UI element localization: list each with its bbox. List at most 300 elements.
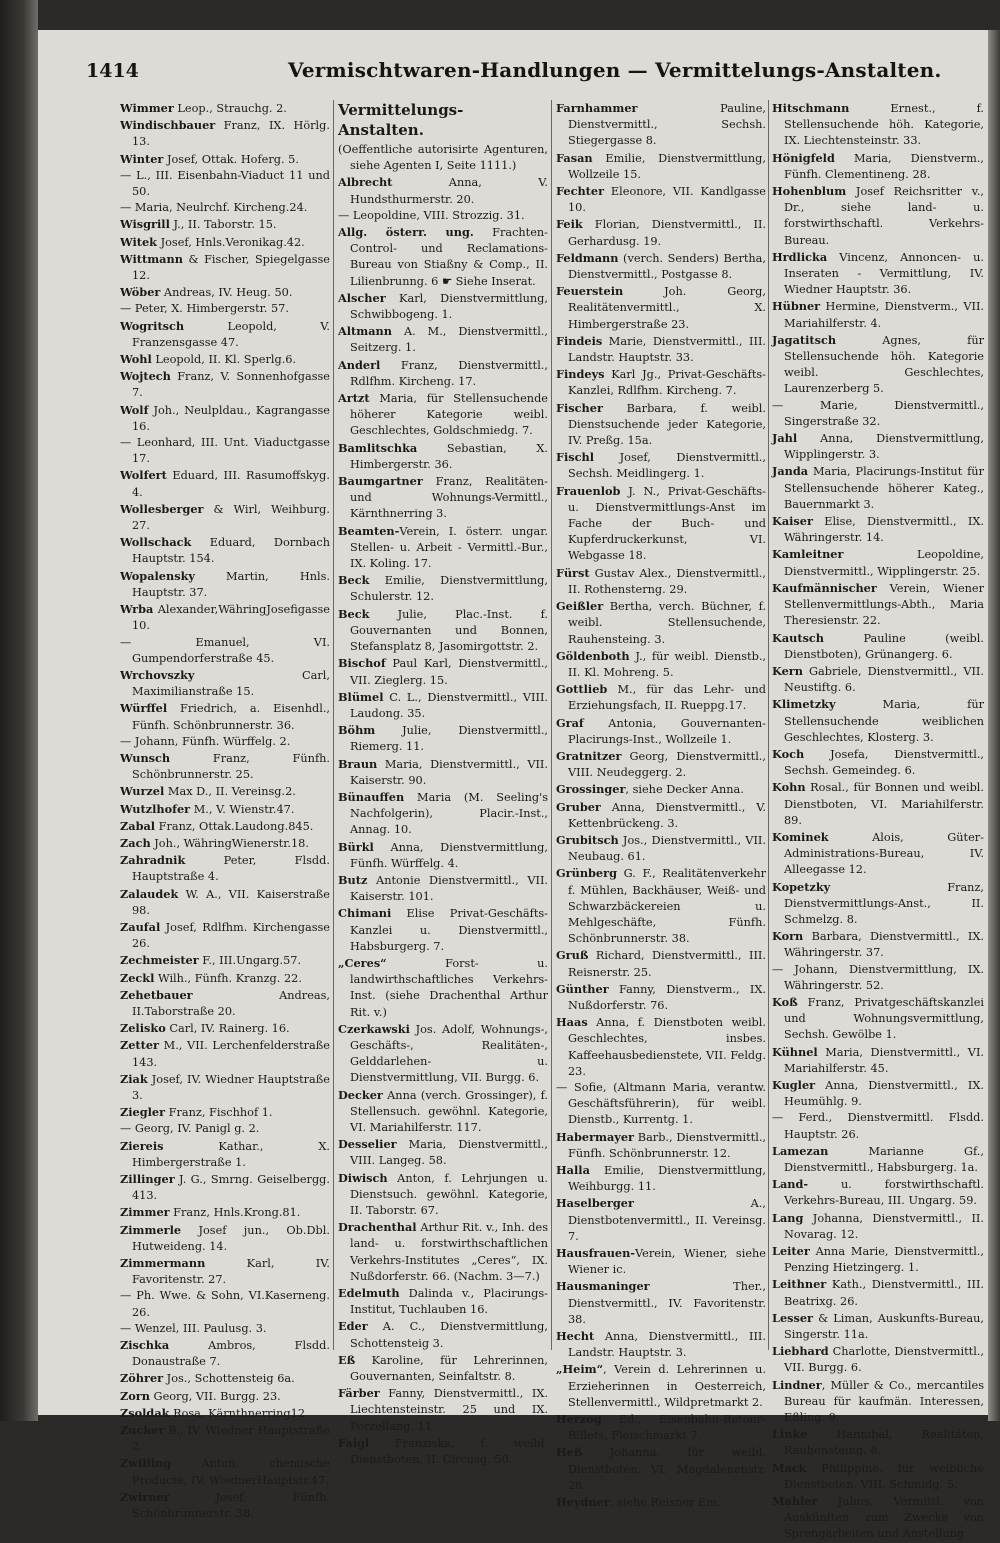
entry-text: Leopold, II. Kl. Sperlg.6. (151, 353, 297, 367)
directory-entry (120, 234, 330, 251)
entry-name: Wimmer (120, 101, 174, 115)
directory-entry (338, 1352, 548, 1385)
directory-entry (556, 216, 766, 249)
entry-text: Charlotte, Dienstvermittl., VII. Burgg. 6. (784, 1345, 984, 1375)
entry-text: Leopoldine, Dienstvermittl., Wipplingerstr. 25. (784, 548, 984, 578)
directory-entry (556, 1411, 766, 1444)
column-rule (768, 100, 769, 1350)
entry-name: Hitschmann (772, 101, 850, 115)
directory-entry (556, 648, 766, 681)
entry-name: Kern (772, 663, 803, 678)
directory-entry (772, 513, 984, 546)
directory-entry (556, 333, 766, 366)
directory-entry (772, 1243, 984, 1276)
entry-name: Wolfert (120, 468, 167, 483)
directory-entry (556, 449, 766, 482)
column-2 (338, 100, 548, 1467)
directory-entry (120, 1321, 330, 1337)
directory-entry (556, 400, 766, 450)
entry-text: Joh. Georg, Realitätenvermittl., X. Himbergerstraße 23. (568, 285, 766, 331)
entry-text: — Marie, Dienstvermittl., Singerstraße 32. (772, 398, 984, 428)
entry-name: Kohn (772, 780, 806, 795)
entry-text: Maria, Dienstvermittl., VI. Mariahilferstr. 45. (784, 1045, 984, 1075)
entry-name: Beck (338, 573, 370, 588)
entry-text: Franz, Ottak.Laudong.845. (155, 819, 314, 833)
entry-text: Franz, Realitäten- und Wohnungs-Vermittl., Kärnthnerring 3. (350, 475, 548, 521)
entry-name: Beamten- (338, 523, 400, 538)
entry-text: Forst- u. landwirthschaftliches Verkehrs-Inst. (siehe Drachenthal Arthur Rit. v.) (350, 956, 548, 1019)
entry-text: Johanna, Dienstvermittl., II. Novarag. 12. (784, 1211, 984, 1241)
entry-text: — Wenzel, III. Paulusg. 3. (120, 1321, 267, 1335)
directory-entry (120, 700, 330, 733)
entry-name: Korn (772, 929, 804, 944)
directory-entry (120, 368, 330, 401)
entry-name: Koß (772, 994, 798, 1009)
entry-name: „Ceres“ (338, 955, 387, 970)
entry-text: & Fischer, Spiegelgasse 12. (132, 252, 330, 283)
directory-entry (772, 430, 984, 463)
entry-name: Hausmaninger (556, 1279, 650, 1294)
directory-entry (120, 818, 330, 835)
entry-text: Josef, Dienstvermittl., Sechsh. Meidlingerg. 1. (568, 451, 766, 481)
directory-entry (120, 168, 330, 200)
entry-name: Mahler (772, 1494, 818, 1509)
directory-entry (338, 1285, 548, 1318)
directory-entry (772, 298, 984, 331)
entry-text: Georg, VII. Burgg. 23. (149, 1389, 281, 1403)
entry-text: Elise Privat-Geschäfts-Kanzlei u. Dienstvermittl., Habsburgerg. 7. (350, 907, 548, 953)
section-note: (Oeffentliche autorisirte Agenturen, siehe Agenten I, Seite 1111.) (338, 143, 548, 173)
entry-name: Wohl (120, 352, 152, 367)
directory-entry (556, 250, 766, 283)
entry-name: Ziereis (120, 1138, 164, 1153)
entry-text: — Leonhard, III. Unt. Viaductgasse 17. (120, 436, 330, 466)
directory-entry (120, 1104, 330, 1121)
entry-text: Julie, Plac.-Inst. f. Gouvernanten und Bonnen, Stefansplatz 8, Jasomirgottstr. 2. (350, 607, 548, 654)
entry-text: Karoline, für Lehrerinnen, Gouvernanten, Seinfaltstr. 8. (350, 1353, 548, 1384)
directory-entry (120, 801, 330, 818)
directory-entry (120, 216, 330, 233)
entry-name: Heydner (556, 1495, 610, 1510)
entry-text: J., für weibl. Dienstb., II. Kl. Mohreng. 5. (568, 649, 766, 679)
directory-entry (556, 947, 766, 980)
entry-name: Winter (120, 151, 164, 166)
entry-name: Zahradnik (120, 853, 186, 868)
entry-name: Zöhrer (120, 1371, 164, 1386)
directory-entry (556, 183, 766, 216)
entry-name: Decker (338, 1087, 383, 1102)
entry-text: J., II. Taborstr. 15. (169, 218, 277, 232)
directory-entry (556, 150, 766, 183)
directory-entry (338, 1435, 548, 1468)
directory-entry (120, 301, 330, 317)
entry-name: Zelisko (120, 1021, 166, 1036)
entry-text: Ambros, Flsdd. Donaustraße 7. (132, 1339, 330, 1369)
entry-text: A., Dienstbotenvermittl., II. Vereinsg. 7. (568, 1197, 766, 1243)
entry-name: Braun (338, 756, 378, 771)
directory-entry (120, 1071, 330, 1104)
entry-text: W. A., VII. Kaiserstraße 98. (132, 887, 330, 917)
directory-entry (556, 483, 766, 565)
entry-text: Josef, Fünfh. Schönbrunnerstr. 38. (132, 1490, 330, 1521)
column-rule (333, 100, 334, 1350)
entry-text: Anton, chemische Producte, IV. WiednerHauptstr.47. (132, 1457, 330, 1487)
directory-entry (338, 756, 548, 789)
entry-text: Anna, Dienstvermittlung, Wipplingerstr. 3. (784, 432, 984, 462)
entry-name: Kaiser (772, 514, 813, 529)
entry-name: Fürst (556, 565, 590, 580)
entry-text: Gabriele, Dienstvermittl., VII. Neustiftg. 6. (784, 664, 984, 695)
entry-text: Eduard, Dornbach Hauptstr. 154. (132, 536, 330, 566)
entry-name: Fischl (556, 450, 595, 465)
directory-entry (338, 224, 548, 290)
entry-text: Hannibal, Realitäten, Rauhensteing. 8. (784, 1428, 984, 1458)
entry-text: Josef Reichsritter v., Dr., siehe land- u. forstwirthschaftl. Verkehrs-Bureau. (784, 185, 984, 247)
directory-entry (556, 366, 766, 399)
directory-entry (772, 746, 984, 779)
entry-text: Maria, Dienstverm., Fünfh. Clementineng. 28. (784, 151, 984, 181)
entry-name: Wollschack (120, 535, 192, 550)
entry-name: Feuerstein (556, 284, 624, 299)
entry-text: , Verein d. Lehrerinnen u. Erzieherinnen in Oesterreich, Stellenvermittl., Wildpretmarkt 2. (568, 1363, 766, 1409)
entry-name: Hübner (772, 299, 821, 314)
directory-entry (772, 928, 984, 961)
entry-text: Antonia, Gouvernanten-Placirungs-Inst., Wollzeile 1. (568, 716, 766, 746)
entry-text: Peter, Flsdd. Hauptstraße 4. (132, 854, 330, 884)
entry-text: Sebastian, X. Himbergerstr. 36. (350, 441, 548, 471)
directory-entry (120, 750, 330, 783)
entry-text: M., VII. Lerchenfelderstraße 143. (132, 1039, 330, 1069)
entry-name: Bamlitschka (338, 440, 418, 455)
directory-entry (338, 606, 548, 656)
directory-entry (772, 1210, 984, 1243)
entry-text: Franz, Hnls.Krong.81. (169, 1206, 301, 1220)
page-number: 1414 (86, 60, 139, 82)
directory-entry (338, 1219, 548, 1285)
directory-entry (556, 1361, 766, 1411)
directory-entry (772, 1377, 984, 1427)
directory-entry (556, 1014, 766, 1080)
directory-entry (120, 435, 330, 467)
directory-entry (772, 962, 984, 994)
directory-entry (338, 440, 548, 473)
entry-text: Anna (verch. Grossinger), f. Stellensuch. gewöhnl. Kategorie, VI. Mariahilferstr. 117. (350, 1088, 548, 1134)
entry-text: Fanny, Dienstverm., IX. Nußdorferstr. 76. (568, 982, 766, 1012)
entry-text: Franz, Dienstvermittlungs-Anst., II. Schmelzg. 8. (784, 880, 984, 926)
entry-text: — Emanuel, VI. Gumpendorferstraße 45. (120, 635, 330, 665)
directory-entry (120, 1455, 330, 1488)
entry-name: Bünauffen (338, 789, 405, 804)
entry-name: Wöber (120, 285, 161, 300)
entry-name: Fechter (556, 184, 605, 199)
entry-text: Anton, f. Lehrjungen u. Dienstsuch. gewöhnl. Kategorie, II. Taborstr. 67. (350, 1171, 548, 1217)
entry-name: Hönigfeld (772, 150, 835, 165)
directory-entry (772, 1276, 984, 1309)
entry-text: — Leopoldine, VIII. Strozzig. 31. (338, 208, 525, 222)
entry-text: Elise, Dienstvermittl., IX. Währingerstr. 14. (784, 515, 984, 545)
entry-name: Leithner (772, 1277, 827, 1292)
directory-entry (772, 1143, 984, 1176)
directory-entry (120, 318, 330, 351)
entry-name: Zwilling (120, 1456, 172, 1471)
entry-name: Wolf (120, 402, 149, 417)
directory-entry (556, 100, 766, 150)
directory-entry (772, 1426, 984, 1459)
directory-entry (120, 1222, 330, 1255)
directory-entry (338, 390, 548, 440)
directory-entry (120, 835, 330, 852)
entry-text: Karl, IV. Favoritenstr. 27. (132, 1257, 330, 1287)
entry-name: Allg. österr. ung. (338, 225, 474, 240)
entry-text: Karl Jg., Privat-Geschäfts-Kanzlei, Rdlfhm. Kircheng. 7. (568, 368, 766, 398)
entry-text: Leopold, V. Franzensgasse 47. (132, 319, 330, 349)
entry-text: — Peter, X. Himbergerstr. 57. (120, 302, 289, 316)
entry-name: Bürkl (338, 839, 374, 854)
entry-text: Julie, Dienstvermittl., Riemerg. 11. (350, 724, 548, 754)
directory-entry (338, 905, 548, 955)
directory-entry (120, 635, 330, 667)
directory-entry (338, 357, 548, 390)
entry-text: Kath., Dienstvermittl., III. Beatrixg. 26. (784, 1278, 984, 1308)
directory-entry (338, 839, 548, 872)
entry-text: Arthur Rit. v., Inh. des land- u. forstwirthschaftlichen Verkehrs-Institutes „Ceres“, IX. Nußdorferstr. 66. (Nachm. 3—7.) (350, 1221, 548, 1283)
directory-entry (338, 174, 548, 207)
entry-name: Gruber (556, 799, 601, 814)
entry-text: Franziska, f. weibl. Dienstboten, II. Circusg. 50. (350, 1436, 548, 1467)
directory-entry (120, 1020, 330, 1037)
entry-name: Butz (338, 872, 368, 887)
section-heading: Vermittelungs-Anstalten. (338, 101, 464, 139)
directory-entry (772, 829, 984, 879)
entry-name: Jahl (772, 431, 798, 446)
entry-name: Gruß (556, 948, 589, 963)
entry-text: Ther., Dienstvermittl., IV. Favoritenstr. 38. (568, 1280, 766, 1326)
entry-name: Zsoldak (120, 1405, 170, 1420)
directory-entry (120, 952, 330, 969)
directory-entry (772, 994, 984, 1044)
directory-entry (120, 251, 330, 284)
entry-name: Czerkawski (338, 1021, 410, 1036)
entry-name: Gottlieb (556, 682, 608, 697)
entry-name: Wisgrill (120, 217, 170, 232)
entry-name: Drachenthal (338, 1220, 417, 1235)
directory-entry (338, 1087, 548, 1137)
directory-entry (772, 580, 984, 630)
entry-name: Wutzlhofer (120, 801, 191, 816)
directory-entry (772, 1460, 984, 1493)
entry-text: A. C., Dienstvermittlung, Schottensteig 3. (350, 1320, 548, 1350)
entry-name: Zetter (120, 1038, 160, 1053)
entry-name: Wrba (120, 602, 154, 617)
directory-entry (556, 832, 766, 865)
directory-entry (120, 1388, 330, 1405)
entry-text: Franz, Dienstvermittl., Rdlfhm. Kircheng. 17. (350, 358, 548, 388)
entry-name: Beck (338, 606, 370, 621)
entry-text: Georg, Dienstvermittl., VIII. Neudeggerg. 2. (568, 749, 766, 780)
entry-name: Anderl (338, 357, 381, 372)
entry-text: Marie, Dienstvermittl., III. Landstr. Hauptstr. 33. (568, 334, 766, 365)
entry-text: Antonie Dienstvermittl., VII. Kaiserstr. 101. (350, 873, 548, 904)
entry-name: Klimetzky (772, 697, 836, 712)
directory-entry (556, 781, 766, 798)
directory-entry (556, 1162, 766, 1195)
entry-name: Günther (556, 981, 609, 996)
entry-text: Karl, Dienstvermittlung, Schwibbogeng. 1. (350, 291, 548, 322)
entry-text: Bertha, verch. Büchner, f. weibl. Stellensuchende, Rauhensteing. 3. (568, 600, 766, 646)
directory-entry (338, 655, 548, 688)
entry-text: Anna, f. Dienstboten weibl. Geschlechtes, insbes. Kaffeehausbedienstete, VII. Feldg. 23. (568, 1016, 766, 1078)
entry-name: Göldenboth (556, 648, 630, 663)
entry-text: Gustav Alex., Dienstvermittl., II. Rothensterng. 29. (568, 566, 766, 596)
entry-name: Fasan (556, 150, 593, 165)
entry-text: Anna, Dienstvermittl., III. Landstr. Hauptstr. 3. (568, 1330, 766, 1360)
entry-name: Wopalensky (120, 568, 195, 583)
directory-entry (772, 1310, 984, 1343)
entry-text: Philippine, für weibliche Dienstboten, VIII. Schmidg. 5. (784, 1461, 984, 1491)
entry-name: Kamleitner (772, 547, 844, 562)
directory-entry (120, 501, 330, 534)
directory-entry (556, 1129, 766, 1162)
entry-text: Anna, Dienstvermittl., V. Kettenbrückeng. 3. (568, 800, 766, 830)
entry-name: Wojtech (120, 369, 171, 384)
directory-entry (338, 1385, 548, 1435)
entry-name: Faigl (338, 1435, 370, 1450)
entry-name: Kominek (772, 829, 829, 844)
entry-text: Rosal., für Bonnen und weibl. Dienstboten, VI. Mariahilferstr. 89. (784, 781, 984, 827)
directory-entry (120, 1037, 330, 1070)
entry-name: Zeckl (120, 970, 155, 985)
entry-name: Lindner (772, 1377, 822, 1392)
directory-entry (556, 1444, 766, 1494)
entry-name: Lang (772, 1210, 804, 1225)
entry-text: Paul Karl, Dienstvermittl., VII. Zieglerg. 15. (350, 657, 548, 687)
column-2-entries (338, 174, 548, 1468)
directory-entry (556, 865, 766, 947)
entry-text: Franz, Fünfh. Schönbrunnerstr. 25. (132, 751, 330, 782)
entry-text: M., V. Wienstr.47. (190, 802, 295, 816)
directory-entry (772, 150, 984, 183)
entry-text: Josef jun., Ob.Dbl. Hutweideng. 14. (132, 1223, 330, 1253)
entry-text: Josef, Rdlfhm. Kirchengasse 26. (132, 920, 330, 951)
book-binding (0, 0, 38, 1421)
entry-text: Pauline (weibl. Dienstboten), Grünangerg. 6. (784, 631, 984, 661)
entry-name: Edelmuth (338, 1286, 400, 1301)
directory-entry (120, 783, 330, 800)
entry-name: Feik (556, 217, 583, 232)
directory-entry (338, 872, 548, 905)
entry-name: Zimmermann (120, 1256, 206, 1271)
entry-name: Zillinger (120, 1172, 175, 1186)
entry-text: — Maria, Neulrchf. Kircheng.24. (120, 201, 308, 215)
entry-name: Feldmann (556, 250, 619, 265)
directory-entry (556, 981, 766, 1014)
entry-name: Grossinger (556, 782, 626, 797)
directory-entry (772, 546, 984, 579)
entry-text: — Georg, IV. Panigl g. 2. (120, 1122, 260, 1136)
page-header (78, 58, 942, 92)
entry-name: Kugler (772, 1077, 816, 1092)
entry-name: Mack (772, 1460, 807, 1475)
entry-name: Heß (556, 1445, 583, 1460)
directory-entry (120, 919, 330, 952)
entry-name: Kaufmännischer (772, 580, 877, 595)
directory-entry (772, 696, 984, 746)
entry-text: Maria, Dienstvermittl., VII. Kaiserstr. 90. (350, 757, 548, 787)
directory-entry (120, 200, 330, 216)
directory-entry (120, 601, 330, 634)
entry-text: Kathar., X. Himbergerstraße 1. (132, 1139, 330, 1169)
directory-entry (338, 722, 548, 755)
entry-text: Jos. Adolf, Wohnungs-, Geschäfts-, Realitäten-, Gelddarlehen- u. Dienstvermittlung, VII. Burgg. 6. (350, 1022, 548, 1085)
entry-name: Lesser (772, 1310, 813, 1325)
directory-entry (772, 779, 984, 829)
page-edge (988, 30, 1000, 1421)
entry-name: Zimmer (120, 1205, 170, 1220)
entry-name: Desselier (338, 1137, 397, 1152)
entry-text: G. F., Realitätenverkehr f. Mühlen, Backhäuser, Weiß- und Schwarzbäckereien u. Mehlgeschäfte, Fünfh. Schönbrunnerstr. 38. (568, 867, 766, 946)
entry-text: B., IV. Wiedner Hauptstraße 2. (132, 1424, 330, 1454)
directory-entry (772, 1110, 984, 1142)
entry-text: Richard, Dienstvermittl., III. Reisnerstr. 25. (568, 949, 766, 979)
entry-text: Eduard, III. Rasumoffskyg. 4. (132, 469, 330, 499)
entry-name: Böhm (338, 723, 376, 738)
entry-text: & Liman, Auskunfts-Bureau, Singerstr. 11a. (784, 1311, 984, 1342)
entry-text: (verch. Senders) Bertha, Dienstvermittl., Postgasse 8. (568, 251, 766, 282)
directory-entry (556, 748, 766, 781)
entry-text: Verein, Wiener, siehe Wiener ic. (568, 1247, 766, 1277)
entry-name: Frauenlob (556, 483, 621, 498)
directory-entry (120, 100, 330, 117)
entry-name: Herzog (556, 1412, 602, 1427)
entry-name: Gratnitzer (556, 748, 622, 763)
entry-text: Fanny, Dienstvermittl., IX. Liechtensteinstr. 25 und IX. Porzellang. 11. (350, 1387, 548, 1433)
entry-text: — Johann, Fünfh. Würffelg. 2. (120, 734, 291, 748)
directory-entry (120, 852, 330, 885)
directory-entry (120, 467, 330, 500)
entry-name: Graf (556, 715, 584, 730)
entry-text: Franz, Privatgeschäftskanzlei und Wohnungsvermittlung, Sechsh. Gewölbe 1. (784, 995, 984, 1042)
entry-name: Kopetzky (772, 879, 831, 894)
entry-text: Andreas, IV. Heug. 50. (160, 286, 293, 300)
entry-text: C. L., Dienstvermittl., VIII. Laudong. 35. (350, 690, 548, 720)
entry-name: Hohenblum (772, 184, 847, 199)
entry-text: Jos., Dienstvermittl., VII. Neubaug. 61. (568, 833, 766, 864)
entry-name: Land- (772, 1177, 809, 1192)
entry-name: Findeis (556, 333, 603, 348)
entry-name: Eder (338, 1319, 368, 1334)
entry-name: Wunsch (120, 750, 171, 765)
entry-name: Janda (772, 464, 809, 479)
entry-text: Alexander,WähringJosefigasse 10. (132, 603, 330, 633)
directory-entry (556, 598, 766, 648)
entry-text: Dalinda v., Placirungs-Institut, Tuchlauben 16. (350, 1287, 548, 1317)
entry-text: Martin, Hnls. Hauptstr. 37. (132, 569, 330, 599)
directory-entry (772, 1044, 984, 1077)
entry-text: Josef, Hnls.Veronikag.42. (157, 235, 305, 249)
entry-name: Wollesberger (120, 501, 204, 516)
entry-name: Artzt (338, 391, 370, 406)
directory-entry (120, 1422, 330, 1455)
entry-name: Zalaudek (120, 886, 179, 901)
directory-entry (338, 1021, 548, 1087)
entry-name: Jagatitsch (772, 332, 837, 347)
directory-entry (338, 473, 548, 523)
entry-name: Hausfrauen- (556, 1246, 636, 1261)
directory-entry (556, 1494, 766, 1511)
entry-name: Grünberg (556, 866, 617, 881)
directory-entry (120, 568, 330, 601)
entry-name: Zechmeister (120, 953, 199, 968)
